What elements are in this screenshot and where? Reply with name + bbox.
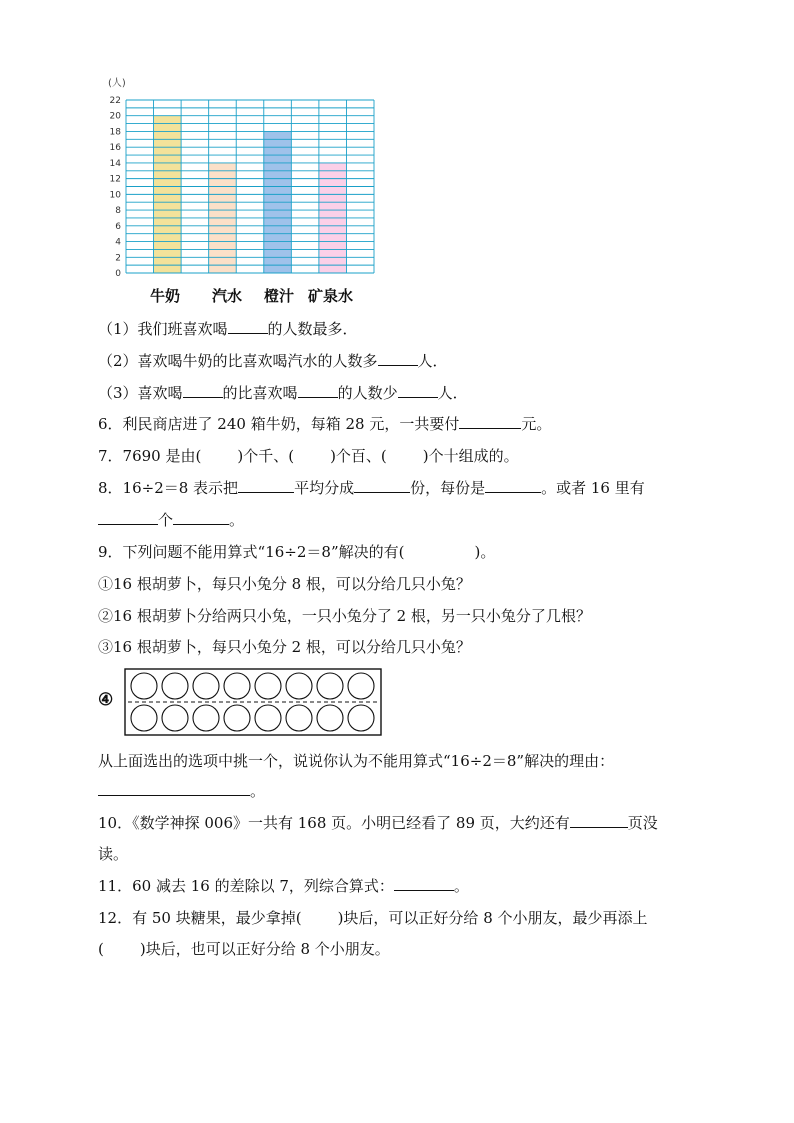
circle-icon: [131, 705, 157, 731]
q5-sub3: （3）喜欢喝 的比喜欢喝 的人数少 人．: [98, 384, 468, 402]
q9-reason-prompt: 从上面选出的选项中挑一个，说说你认为不能用算式“16÷2＝8”解决的理由：: [98, 752, 615, 770]
y-tick-label: 2: [115, 253, 121, 264]
question-9-stem: 9．下列问题不能用算式“16÷2＝8”解决的有( )。: [98, 543, 496, 561]
q9-reason-answer: 。: [98, 780, 265, 802]
answer-blank[interactable]: [398, 382, 438, 398]
y-tick-label: 22: [109, 96, 121, 106]
answer-blank[interactable]: [485, 477, 541, 493]
circle-icon: [224, 705, 250, 731]
question-7: 7．7690 是由( )个千、( )个百、( )个十组成的。: [98, 447, 519, 465]
bar-chart: [100, 70, 390, 310]
answer-blank[interactable]: [98, 509, 158, 525]
answer-blank[interactable]: [173, 509, 229, 525]
circles-figure: [124, 668, 384, 738]
y-tick-label: 4: [115, 237, 121, 248]
x-tick-label-soda: 汽水: [212, 287, 243, 305]
answer-blank[interactable]: [378, 350, 418, 366]
q9-option-1: ①16 根胡萝卜，每只小兔分 8 根，可以分给几只小兔？: [98, 575, 471, 593]
circle-icon: [131, 673, 157, 699]
y-tick-label: 6: [115, 221, 121, 232]
question-12-line1: 12．有 50 块糖果，最少拿掉( )块后，可以正好分给 8 个小朋友，最少再添上: [98, 909, 648, 927]
y-tick-label: 8: [115, 206, 121, 217]
q9-option-2: ②16 根胡萝卜分给两只小兔，一只小兔分了 2 根，另一只小兔分了几根？: [98, 607, 591, 625]
q5-sub2: （2）喜欢喝牛奶的比喜欢喝汽水的人数多 人．: [98, 352, 448, 370]
question-8-line2: 个 。: [98, 509, 244, 531]
y-axis-unit-label: (人): [108, 78, 126, 89]
question-8-line1: 8．16÷2＝8 表示把 平均分成 份，每份是 。或者 16 里有: [98, 479, 645, 497]
answer-blank[interactable]: [394, 875, 454, 891]
circle-icon: [348, 705, 374, 731]
answer-blank[interactable]: [459, 413, 521, 429]
y-tick-label: 18: [109, 127, 121, 138]
y-tick-label: 10: [109, 190, 121, 201]
x-tick-label-water: 矿泉水: [308, 287, 354, 305]
answer-blank[interactable]: [354, 477, 410, 493]
q9-option-3: ③16 根胡萝卜，每只小兔分 2 根，可以分给几只小兔？: [98, 638, 471, 656]
y-tick-label: 16: [109, 143, 121, 154]
question-12-line2: ( )块后，也可以正好分给 8 个小朋友。: [98, 940, 390, 958]
question-10-line1: 10．《数学神探 006》一共有 168 页。小明已经看了 89 页，大约还有 页没: [98, 814, 658, 832]
x-tick-label-juice: 橙汁: [264, 287, 295, 305]
circle-icon: [255, 705, 281, 731]
q9-option-4-mark: ④: [98, 690, 114, 710]
y-tick-label: 12: [109, 174, 121, 185]
q5-sub1: （1）我们班喜欢喝 的人数最多．: [98, 320, 358, 338]
answer-blank[interactable]: [238, 477, 294, 493]
answer-blank[interactable]: [570, 812, 628, 828]
circle-icon: [317, 673, 343, 699]
circle-icon: [286, 705, 312, 731]
circle-icon: [193, 705, 219, 731]
x-tick-label-milk: 牛奶: [150, 287, 181, 305]
circle-icon: [162, 705, 188, 731]
circle-icon: [224, 673, 250, 699]
circle-icon: [255, 673, 281, 699]
y-tick-label: 14: [109, 158, 121, 169]
circle-icon: [162, 673, 188, 699]
circle-icon: [193, 673, 219, 699]
answer-blank[interactable]: [183, 382, 223, 398]
answer-blank[interactable]: [228, 318, 268, 334]
circle-icon: [317, 705, 343, 731]
answer-blank[interactable]: [98, 780, 250, 796]
y-tick-label: 0: [115, 269, 121, 279]
question-6: 6．利民商店进了 240 箱牛奶，每箱 28 元，一共要付 元。: [98, 415, 552, 433]
y-tick-labels: [110, 96, 122, 279]
question-10-line2: 读。: [98, 845, 129, 863]
circle-icon: [286, 673, 312, 699]
circle-icon: [348, 673, 374, 699]
question-11: 11．60 减去 16 的差除以 7，列综合算式： 。: [98, 877, 469, 895]
y-tick-label: 20: [109, 111, 121, 122]
answer-blank[interactable]: [298, 382, 338, 398]
